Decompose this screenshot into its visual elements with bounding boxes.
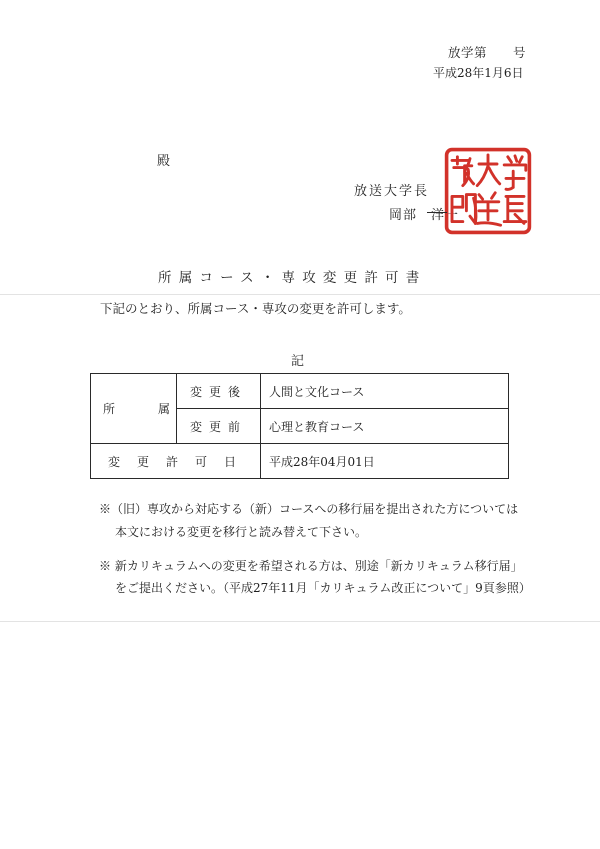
permit-date-value: 平成28年04月01日 bbox=[261, 444, 509, 479]
table-row bbox=[91, 444, 509, 479]
official-seal-icon bbox=[443, 146, 533, 236]
note-2-line-2: をご提出ください。（平成27年11月「カリキュラム改正について」9頁参照） bbox=[115, 581, 531, 595]
document-number: 放学第 号 bbox=[448, 45, 527, 60]
affiliation-label-cell bbox=[91, 374, 177, 444]
before-change-label: 変更前 bbox=[177, 409, 261, 444]
seal-connector-line bbox=[427, 212, 447, 213]
body-text: 下記のとおり、所属コース・専攻の変更を許可します。 bbox=[100, 301, 411, 316]
note-1-line-1: ※（旧）専攻から対応する（新）コースへの移行届を提出された方については bbox=[99, 502, 519, 516]
note-2-line-1: ※ 新カリキュラムへの変更を希望される方は、別途「新カリキュラム移行届」 bbox=[99, 559, 523, 573]
sender-name: 岡部 洋一 bbox=[389, 208, 460, 223]
record-heading: 記 bbox=[291, 354, 305, 369]
after-change-label: 変更後 bbox=[177, 374, 261, 409]
addressee-honorific: 殿 bbox=[157, 154, 171, 169]
before-change-value: 心理と教育コース bbox=[261, 409, 509, 444]
fold-line bbox=[0, 621, 600, 622]
record-table bbox=[90, 373, 509, 479]
fold-line bbox=[0, 294, 600, 295]
after-change-value: 人間と文化コース bbox=[261, 374, 509, 409]
issue-date: 平成28年1月6日 bbox=[433, 66, 524, 80]
sender-title: 放送大学長 bbox=[354, 184, 430, 199]
affiliation-label-char: 所 bbox=[103, 402, 116, 416]
document-title: 所属コース・専攻変更許可書 bbox=[158, 270, 427, 286]
table-row bbox=[91, 374, 509, 409]
note-1-line-2: 本文における変更を移行と読み替えて下さい。 bbox=[115, 525, 368, 539]
permit-date-label: 変更許可日 bbox=[91, 444, 261, 479]
affiliation-label-char: 属 bbox=[157, 402, 170, 416]
